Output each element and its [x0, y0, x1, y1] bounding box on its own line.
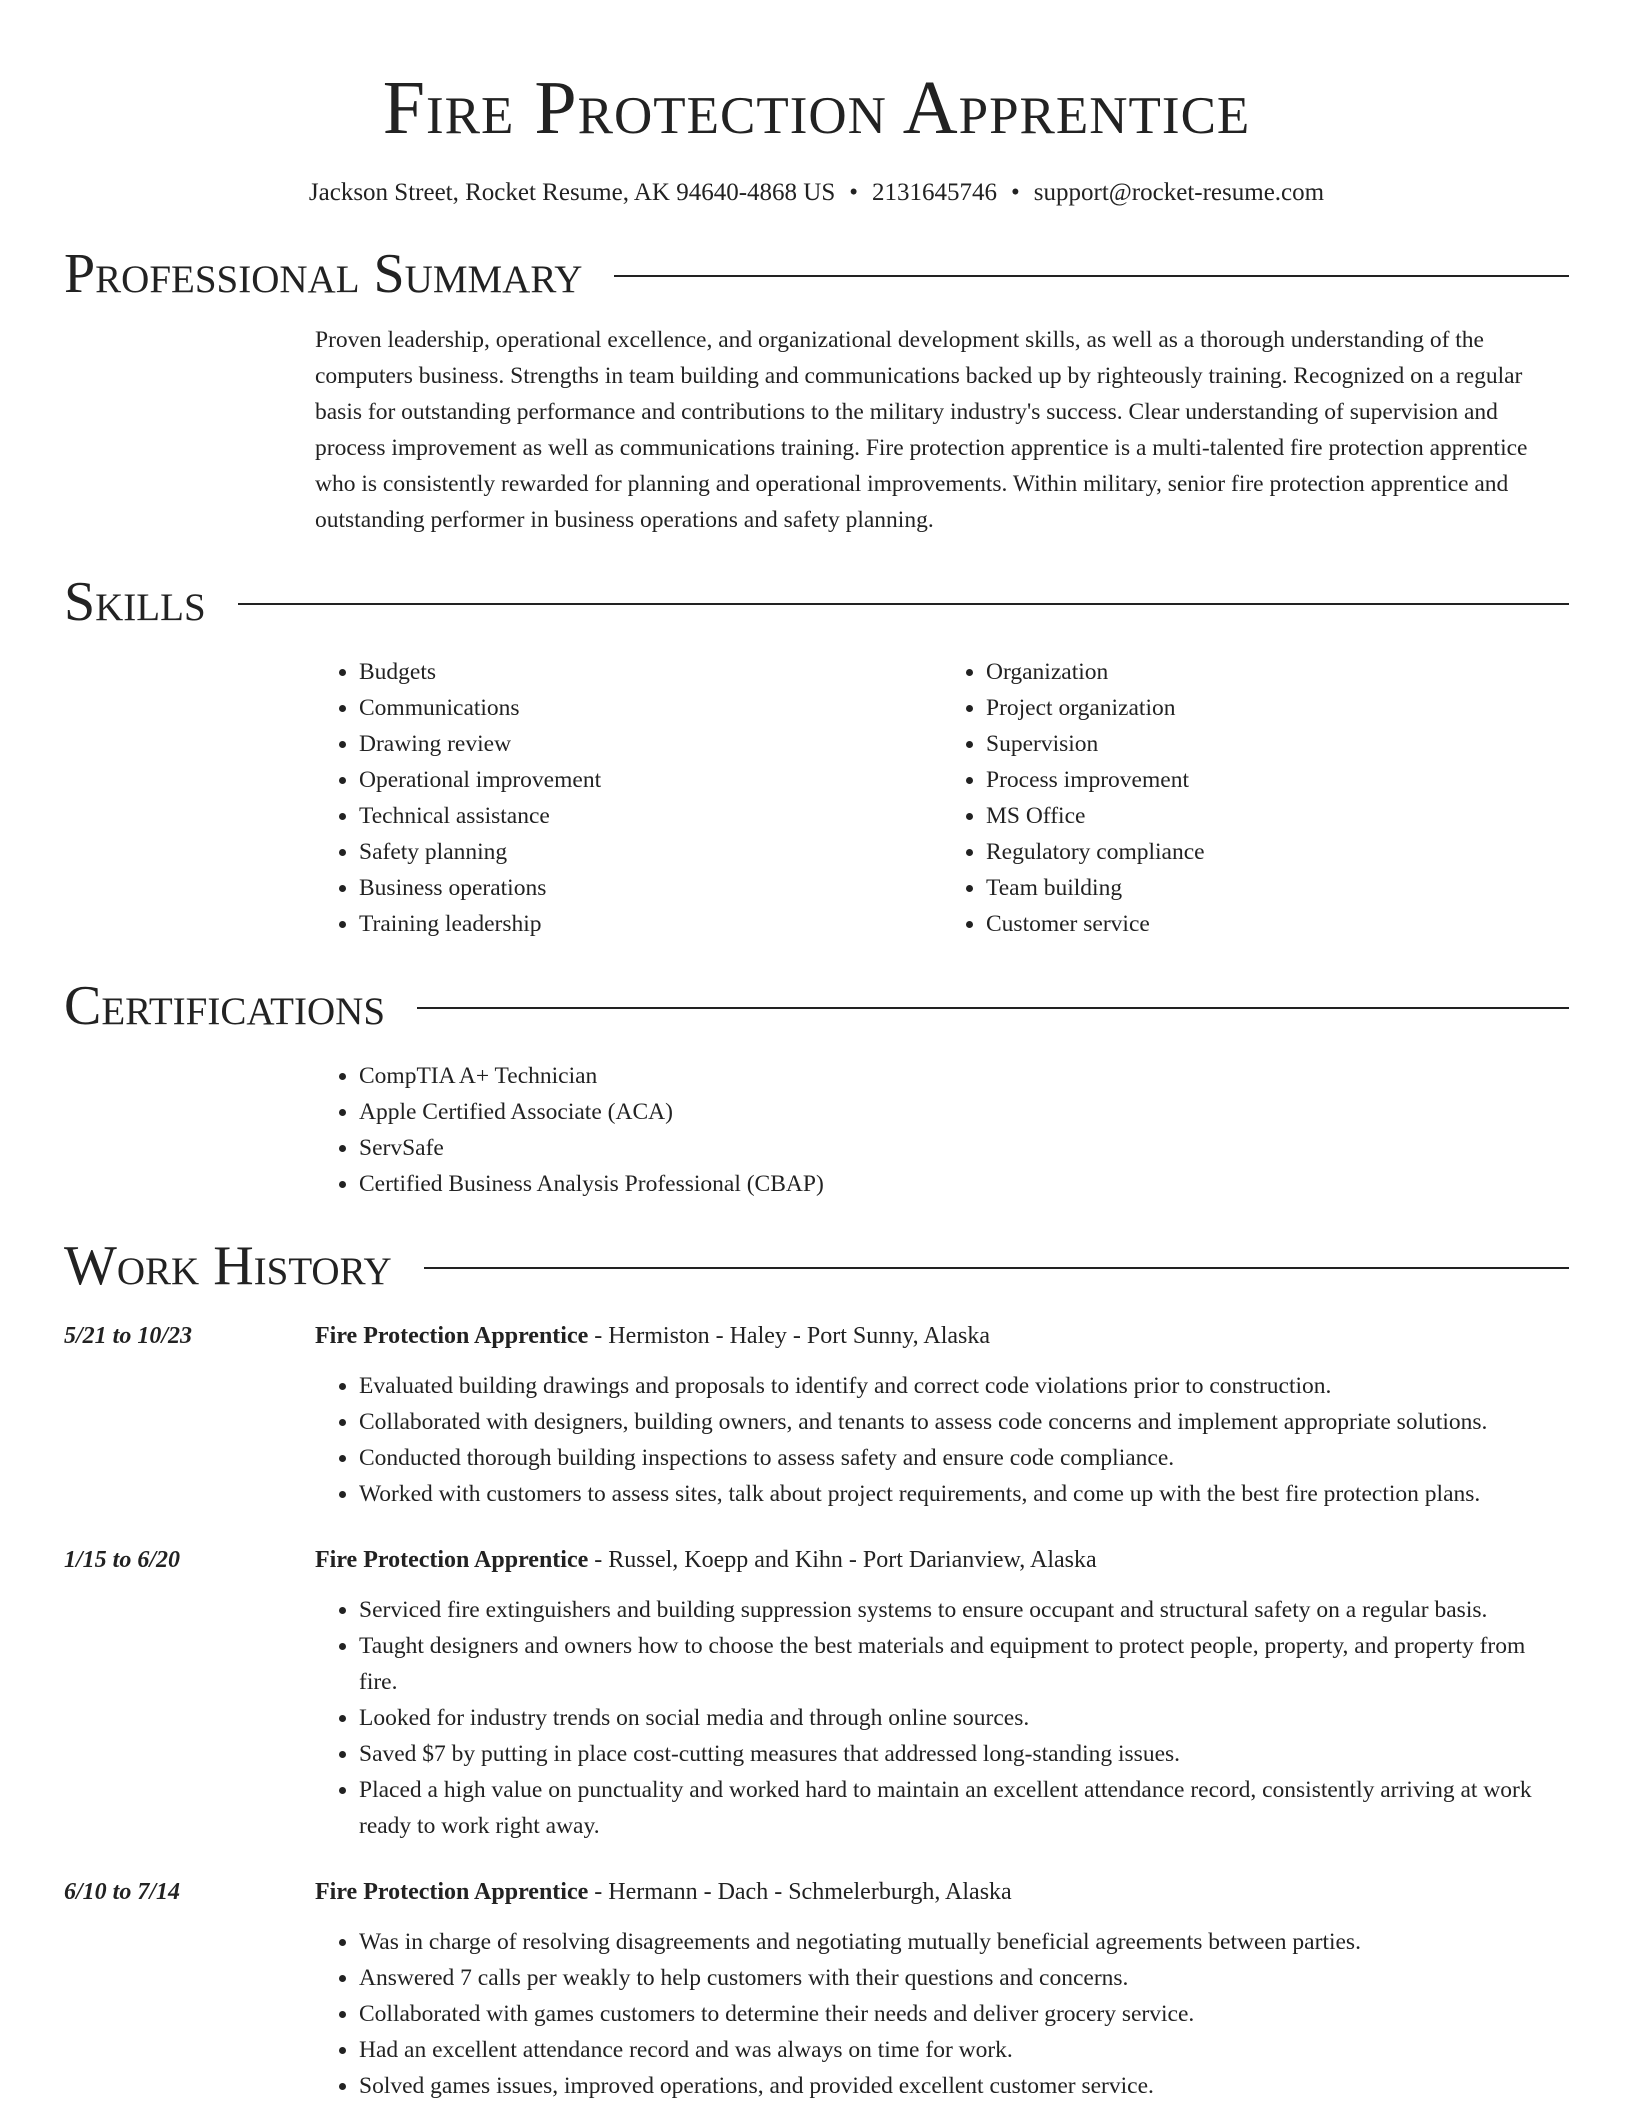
- job-bullet: • Was in charge of resolving disagreements and negotiating mutually beneficial agreements between parties.: [359, 1924, 1569, 1960]
- job-bullets: [315, 1592, 1569, 1844]
- job-description: [315, 1592, 1569, 1844]
- job-entry: [64, 1874, 1569, 2104]
- certifications-list-wrap: [315, 1058, 1569, 1202]
- job-bullets: [315, 1924, 1569, 2104]
- job-entry: [64, 1318, 1569, 1512]
- job-bullet: • Had an excellent attendance record and was always on time for work.: [359, 2032, 1569, 2068]
- candidate-name: Fire Protection Apprentice: [382, 66, 1251, 150]
- job-employer: - Hermiston - Haley - Port Sunny, Alaska: [588, 1323, 990, 1349]
- section-title: Professional Summary: [64, 243, 583, 305]
- job-bullet: • Evaluated building drawings and proposals to identify and correct code violations prior to construction.: [359, 1368, 1569, 1404]
- section-header-summary: [64, 240, 1569, 308]
- section-divider: [238, 603, 1569, 605]
- job-bullet: • Solved games issues, improved operations, and provided excellent customer service.: [359, 2068, 1569, 2104]
- job-employer: - Russel, Koepp and Kihn - Port Darianview, Alaska: [588, 1547, 1097, 1573]
- job-title: Fire Protection Apprentice: [315, 1547, 589, 1573]
- skill-item: • Drawing review: [359, 726, 942, 762]
- skills-list-left: [315, 654, 942, 942]
- job-bullet: • Collaborated with games customers to determine their needs and deliver grocery service.: [359, 1996, 1569, 2032]
- job-bullet: • Looked for industry trends on social media and through online sources.: [359, 1700, 1569, 1736]
- skill-item: • Regulatory compliance: [986, 834, 1569, 870]
- job-employer: - Hermann - Dach - Schmelerburgh, Alaska: [588, 1879, 1012, 1905]
- section-title: Work History: [64, 1235, 392, 1297]
- job-bullets: [315, 1368, 1569, 1512]
- job-dates: 6/10 to 7/14: [64, 1879, 181, 1905]
- contact-email: support@rocket-resume.com: [1033, 179, 1325, 206]
- skills-list-right: [942, 654, 1569, 942]
- contact-line: [64, 176, 1569, 210]
- certification-item: • ServSafe: [359, 1130, 1569, 1166]
- job-title: Fire Protection Apprentice: [315, 1323, 589, 1349]
- job-header: [64, 1542, 1569, 1578]
- skill-item: • Business operations: [359, 870, 942, 906]
- skill-item: • Budgets: [359, 654, 942, 690]
- section-title: Certifications: [64, 975, 386, 1037]
- job-bullet: • Worked with customers to assess sites, talk about project requirements, and come up with the best fire protection plans.: [359, 1476, 1569, 1512]
- job-heading: [315, 1318, 990, 1354]
- job-dates: 1/15 to 6/20: [64, 1547, 181, 1573]
- skill-item: • Project organization: [986, 690, 1569, 726]
- skill-item: • Communications: [359, 690, 942, 726]
- section-header-certifications: [64, 972, 1569, 1040]
- skills-columns: [315, 654, 1569, 942]
- summary-text: Proven leadership, operational excellence, and organizational development skills, as well as a thorough understanding of the computers business. Strengths in team building and communications backed up by righteously training. Recognized on a regular basis for outstanding performance and contributions to the military industry's success. Clear understanding of supervision and process improvement as well as communications training. Fire protection apprentice is a multi-talented fire protection apprentice who is consistently rewarded for planning and operational improvements. Within military, senior fire protection apprentice and outstanding performer in business operations and safety planning.: [315, 327, 1528, 533]
- job-bullet: • Taught designers and owners how to choose the best materials and equipment to protect people, property, and property from fire.: [359, 1628, 1569, 1700]
- section-divider: [417, 1007, 1569, 1009]
- job-bullet: • Placed a high value on punctuality and worked hard to maintain an excellent attendance record, consistently arriving at work ready to work right away.: [359, 1772, 1569, 1844]
- job-entry: [64, 1542, 1569, 1844]
- job-bullet: • Saved $7 by putting in place cost-cutting measures that addressed long-standing issues.: [359, 1736, 1569, 1772]
- section-divider: [614, 275, 1569, 277]
- skill-item: • Team building: [986, 870, 1569, 906]
- contact-separator: •: [849, 179, 859, 206]
- skill-item: • Safety planning: [359, 834, 942, 870]
- contact-separator: •: [1011, 179, 1020, 206]
- certification-item: • Apple Certified Associate (ACA): [359, 1094, 1569, 1130]
- job-bullet: • Serviced fire extinguishers and building suppression systems to ensure occupant and structural safety on a regular basis.: [359, 1592, 1569, 1628]
- skill-item: • Customer service: [986, 906, 1569, 942]
- job-description: [315, 1368, 1569, 1512]
- certification-item: • CompTIA A+ Technician: [359, 1058, 1569, 1094]
- job-title: Fire Protection Apprentice: [315, 1879, 589, 1905]
- job-bullet: • Conducted thorough building inspections to assess safety and ensure code compliance.: [359, 1440, 1569, 1476]
- skill-item: • Organization: [986, 654, 1569, 690]
- skill-item: • Technical assistance: [359, 798, 942, 834]
- certification-item: • Certified Business Analysis Professional (CBAP): [359, 1166, 1569, 1202]
- certifications-list: [315, 1058, 1569, 1202]
- section-divider: [424, 1267, 1569, 1269]
- skill-item: • Operational improvement: [359, 762, 942, 798]
- resume-page: [64, 0, 1569, 2104]
- section-title: Skills: [64, 571, 206, 633]
- job-bullet: • Answered 7 calls per weakly to help customers with their questions and concerns.: [359, 1960, 1569, 1996]
- job-description: [315, 1924, 1569, 2104]
- contact-phone: 2131645746: [872, 179, 998, 206]
- section-header-work-history: [64, 1232, 1569, 1300]
- job-heading: [315, 1874, 1012, 1910]
- job-header: [64, 1874, 1569, 1910]
- job-dates: 5/21 to 10/23: [64, 1323, 193, 1349]
- job-heading: [315, 1542, 1097, 1578]
- job-bullet: • Collaborated with designers, building owners, and tenants to assess code concerns and implement appropriate solutions.: [359, 1404, 1569, 1440]
- section-header-skills: [64, 568, 1569, 636]
- job-header: [64, 1318, 1569, 1354]
- skill-item: • Supervision: [986, 726, 1569, 762]
- contact-address: Jackson Street, Rocket Resume, AK 94640-4868 US: [308, 179, 836, 206]
- skill-item: • Training leadership: [359, 906, 942, 942]
- skill-item: • MS Office: [986, 798, 1569, 834]
- skill-item: • Process improvement: [986, 762, 1569, 798]
